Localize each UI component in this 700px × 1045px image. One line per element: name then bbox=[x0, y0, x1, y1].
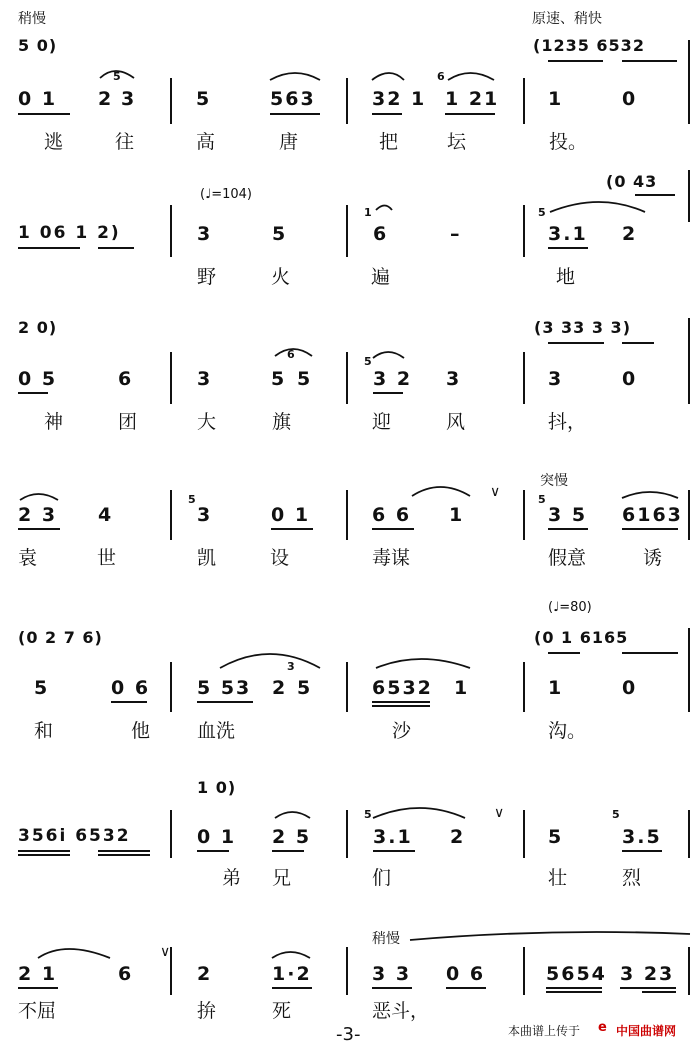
lyric: 弟 bbox=[222, 867, 242, 889]
note-group: 6163 bbox=[622, 504, 683, 526]
lyric: 地 bbox=[556, 266, 576, 288]
page-number: -3- bbox=[336, 1024, 361, 1045]
grace-note: 6 bbox=[437, 70, 445, 83]
note-group: 3 bbox=[446, 368, 462, 390]
lyric: 大 bbox=[197, 411, 217, 433]
note-group: 2 bbox=[98, 88, 114, 110]
lyric: 迎 bbox=[372, 411, 392, 433]
note-group: 6 bbox=[118, 368, 134, 390]
note-group: 3.5 bbox=[622, 826, 662, 848]
note-group: 6 bbox=[118, 963, 134, 985]
note-group: 3 bbox=[197, 368, 213, 390]
lyric: 沟。 bbox=[548, 720, 587, 742]
note-group: 5 53 bbox=[197, 677, 252, 699]
lyric: 野 bbox=[197, 266, 217, 288]
note-group: 5 bbox=[271, 368, 287, 390]
tempo-mark: 稍慢 bbox=[18, 11, 46, 27]
lyric: 团 bbox=[118, 411, 138, 433]
grace-note: 5 bbox=[188, 493, 196, 506]
breath-mark: ∨ bbox=[160, 944, 171, 960]
note-group: 5 bbox=[196, 88, 212, 110]
lyric: 世 bbox=[97, 547, 117, 569]
accompaniment: (0 2 7 6) bbox=[18, 628, 103, 647]
grace-note: 5 bbox=[364, 355, 372, 368]
lyric: 设 bbox=[270, 547, 290, 569]
lyric: 凯 bbox=[197, 547, 217, 569]
note-group: 1 bbox=[454, 677, 470, 699]
note-group: 4 bbox=[98, 504, 114, 526]
grace-note: 1 bbox=[364, 206, 372, 219]
note-group: 0 5 bbox=[18, 368, 58, 390]
grace-note: 5 bbox=[538, 206, 546, 219]
note-group: 5 bbox=[297, 368, 313, 390]
note-group: 0 bbox=[622, 368, 638, 390]
grace-note: 3 bbox=[287, 660, 295, 673]
note-group: 5654 bbox=[546, 963, 607, 985]
accompaniment: (0 43 bbox=[606, 172, 658, 191]
note-group: 0 1 bbox=[197, 826, 237, 848]
lyric: 往 bbox=[115, 131, 135, 153]
note-group: 0 1 bbox=[18, 88, 58, 110]
note-group: 3 23 bbox=[620, 963, 675, 985]
breath-mark: ∨ bbox=[494, 805, 505, 821]
accompaniment: (1235 6532 bbox=[533, 36, 645, 55]
note-group: 3.1 bbox=[548, 223, 588, 245]
lyric: 抖， bbox=[548, 411, 587, 433]
tempo-annotation: (♩=104) bbox=[200, 187, 252, 202]
lyric: 风 bbox=[446, 411, 466, 433]
accompaniment: (3 33 3 3) bbox=[534, 318, 631, 337]
note-group: 0 6 bbox=[446, 963, 486, 985]
note-group: 0 bbox=[622, 677, 638, 699]
accompaniment: 5 0) bbox=[18, 36, 58, 55]
note-group: 3 bbox=[548, 368, 564, 390]
note-group: 2 3 bbox=[18, 504, 58, 526]
lyric: 兄 bbox=[272, 867, 292, 889]
note-group: 6532 bbox=[372, 677, 433, 699]
tempo-mark: 突慢 bbox=[540, 473, 568, 489]
note-group: 5 bbox=[272, 223, 288, 245]
lyric: 投。 bbox=[549, 131, 588, 153]
note-group: 2 bbox=[450, 826, 466, 848]
upload-note: 本曲谱上传于 bbox=[508, 1024, 581, 1038]
note-group: 5 bbox=[297, 677, 313, 699]
grace-note: 6 bbox=[287, 348, 295, 361]
note-group: 6 6 bbox=[372, 504, 412, 526]
note-group: 3 bbox=[121, 88, 137, 110]
accompaniment: 1 06 1 2) bbox=[18, 223, 121, 243]
lyric: 火 bbox=[271, 266, 291, 288]
lyric: 们 bbox=[372, 867, 392, 889]
note-group: – bbox=[450, 223, 462, 245]
note-group: 1·2 bbox=[272, 963, 312, 985]
note-group: 1 bbox=[449, 504, 465, 526]
note-group: 563 bbox=[270, 88, 316, 110]
breath-mark: ∨ bbox=[490, 484, 501, 500]
note-group: 1 bbox=[548, 677, 564, 699]
note-group: 2 1 bbox=[18, 963, 58, 985]
lyric: 把 bbox=[379, 131, 399, 153]
lyric: 烈 bbox=[622, 867, 642, 889]
accompaniment: 356i 6532 bbox=[18, 826, 131, 846]
note-group: 5 bbox=[548, 826, 564, 848]
lyric: 唐 bbox=[279, 131, 299, 153]
note-group: 1 bbox=[548, 88, 564, 110]
lyric: 神 bbox=[44, 411, 64, 433]
lyric: 他 bbox=[131, 720, 151, 742]
lyric: 沙 bbox=[392, 720, 412, 742]
lyric: 血洗 bbox=[197, 720, 236, 742]
grace-note: 5 bbox=[113, 70, 121, 83]
note-group: 3 5 bbox=[548, 504, 588, 526]
lyric: 高 bbox=[196, 131, 216, 153]
grace-note: 5 bbox=[612, 808, 620, 821]
note-group: 2 bbox=[622, 223, 638, 245]
note-group: 2 5 bbox=[272, 826, 312, 848]
accompaniment: 1 0) bbox=[197, 778, 237, 797]
site-brand: 中国曲谱网 bbox=[616, 1024, 677, 1038]
accompaniment: 2 0) bbox=[18, 318, 58, 337]
note-group: 3 3 bbox=[372, 963, 412, 985]
tempo-annotation: (♩=80) bbox=[548, 600, 592, 615]
note-group: 0 bbox=[622, 88, 638, 110]
note-group: 6 bbox=[373, 223, 389, 245]
lyric: 假意 bbox=[548, 547, 587, 569]
tempo-mark: 稍慢 bbox=[372, 931, 400, 947]
lyric: 毒谋 bbox=[372, 547, 411, 569]
lyric: 逃 bbox=[44, 131, 64, 153]
tempo-mark: 原速、稍快 bbox=[532, 11, 602, 27]
note-group: 1 21 bbox=[445, 88, 500, 110]
note-group: 5 bbox=[34, 677, 50, 699]
note-group: 3 bbox=[197, 504, 213, 526]
note-group: 0 1 bbox=[271, 504, 311, 526]
lyric: 袁 bbox=[18, 547, 38, 569]
lyric: 死 bbox=[272, 1000, 292, 1022]
note-group: 32 1 bbox=[372, 88, 427, 110]
note-group: 0 6 bbox=[111, 677, 151, 699]
lyric: 不屈 bbox=[18, 1000, 57, 1022]
lyric: 恶斗， bbox=[372, 1000, 430, 1022]
lyric: 和 bbox=[34, 720, 54, 742]
lyric: 壮 bbox=[548, 867, 568, 889]
lyric: 诱 bbox=[643, 547, 663, 569]
lyric: 旗 bbox=[272, 411, 292, 433]
note-group: 2 bbox=[197, 963, 213, 985]
site-logo: e bbox=[598, 1020, 607, 1035]
lyric: 坛 bbox=[447, 131, 467, 153]
grace-note: 5 bbox=[538, 493, 546, 506]
note-group: 3 2 bbox=[373, 368, 413, 390]
lyric: 拚 bbox=[197, 1000, 217, 1022]
note-group: 3.1 bbox=[373, 826, 413, 848]
lyric: 遍 bbox=[371, 266, 391, 288]
note-group: 2 bbox=[272, 677, 288, 699]
accompaniment: (0 1 6165 bbox=[534, 628, 629, 647]
note-group: 3 bbox=[197, 223, 213, 245]
grace-note: 5 bbox=[364, 808, 372, 821]
